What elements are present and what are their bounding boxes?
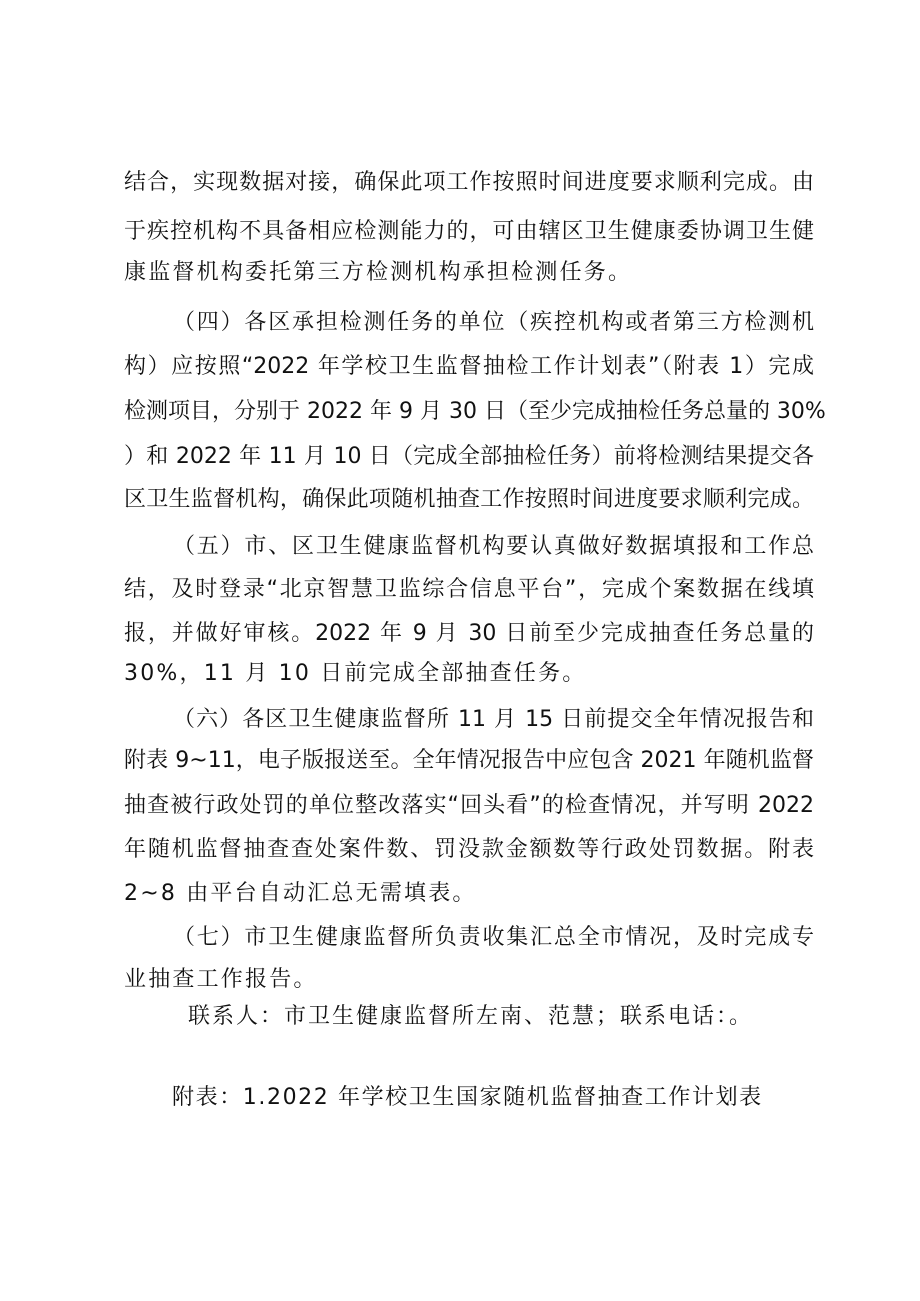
paragraph-6-line-4: 年随机监督抽查查处案件数、罚没款金额数等行政处罚数据。附表	[124, 837, 814, 862]
paragraph-6-line-2: 附表 9~11，电子版报送至。全年情况报告中应包含 2021 年随机监督	[124, 748, 814, 773]
paragraph-6-line-5: 2~8 由平台自动汇总无需填表。	[124, 881, 477, 906]
paragraph-6-line-3: 抽查被行政处罚的单位整改落实“回头看”的检查情况，并写明 2022	[124, 793, 814, 818]
contact-line: 联系人：市卫生健康监督所左南、范慧；联系电话：。	[188, 1004, 754, 1029]
paragraph-4-line-5: 区卫生监督机构，确保此项随机抽查工作按照时间进度要求顺利完成。	[124, 487, 814, 512]
paragraph-7-line-2: 业抽查工作报告。	[124, 967, 318, 992]
paragraph-5-line-3: 报，并做好审核。2022 年 9 月 30 日前至少完成抽查任务总量的	[124, 621, 814, 646]
paragraph-4-line-3: 检测项目，分别于 2022 年 9 月 30 日（至少完成抽检任务总量的 30%	[124, 399, 826, 424]
paragraph-4-line-4: ）和 2022 年 11 月 10 日（完成全部抽检任务）前将检测结果提交各	[124, 444, 814, 469]
paragraph-4-line-2: 构）应按照“2022 年学校卫生监督抽检工作计划表”（附表 1）完成	[124, 354, 814, 379]
paragraph-5-line-2: 结，及时登录“北京智慧卫监综合信息平台”，完成个案数据在线填	[124, 577, 814, 602]
appendix-line: 附表：1.2022 年学校卫生国家随机监督抽查工作计划表	[172, 1085, 763, 1110]
paragraph-3-line-3: 康监督机构委托第三方检测机构承担检测任务。	[124, 260, 633, 285]
paragraph-3-line-2: 于疾控机构不具备相应检测能力的，可由辖区卫生健康委协调卫生健	[124, 219, 814, 244]
paragraph-4-line-1: （四）各区承担检测任务的单位（疾控机构或者第三方检测机	[173, 310, 814, 335]
paragraph-7-line-1: （七）市卫生健康监督所负责收集汇总全市情况，及时完成专	[173, 925, 814, 950]
paragraph-5-line-4: 30%，11 月 10 日前完成全部抽查任务。	[124, 661, 587, 686]
paragraph-3-line-1: 结合，实现数据对接，确保此项工作按照时间进度要求顺利完成。由	[124, 170, 814, 195]
paragraph-6-line-1: （六）各区卫生健康监督所 11 月 15 日前提交全年情况报告和	[173, 707, 814, 732]
paragraph-5-line-1: （五）市、区卫生健康监督机构要认真做好数据填报和工作总	[173, 534, 814, 559]
